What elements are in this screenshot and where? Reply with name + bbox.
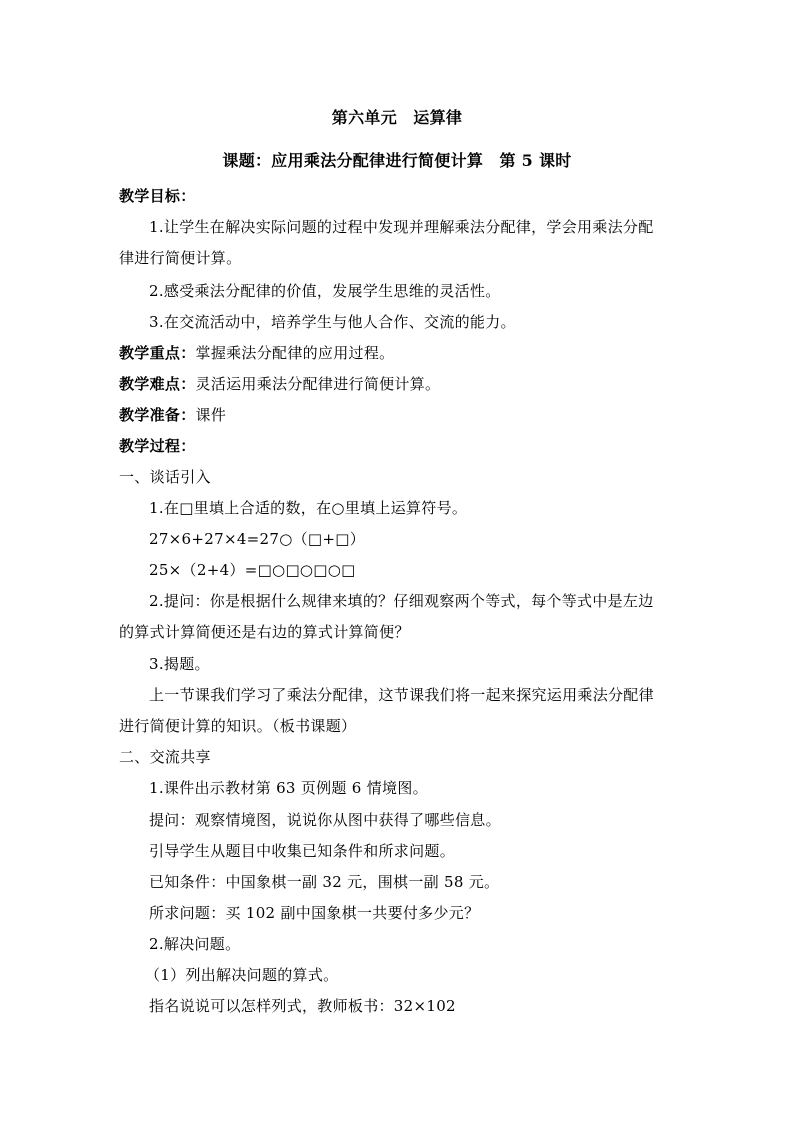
section-2-p1: 1.课件出示教材第 63 页例题 6 情境图。 [149, 779, 428, 797]
section-2-p5: 所求问题：买 102 副中国象棋一共要付多少元？ [149, 904, 480, 922]
section-2-p6: 2.解决问题。 [149, 935, 241, 953]
objective-2: 2.感受乘法分配律的价值，发展学生思维的灵活性。 [149, 282, 501, 300]
section-1-p2-line-2: 的算式计算简便还是右边的算式计算简便？ [119, 623, 410, 641]
key-point-label: 教学重点： [119, 344, 196, 362]
preparation-label: 教学准备： [119, 406, 196, 424]
section-1-heading: 一、谈话引入 [119, 468, 211, 486]
section-2-p7: （1）列出解决问题的算式。 [145, 966, 339, 984]
equation-2: 25×（2+4）=□○□○□○□ [149, 561, 356, 579]
section-1-p4-line-2: 进行简便计算的知识。（板书课题） [119, 717, 357, 735]
equation-1: 27×6+27×4=27○（□+□） [149, 530, 366, 548]
key-point [119, 343, 394, 363]
process-heading: 教学过程： [119, 437, 196, 455]
section-2-p2: 提问：观察情境图，说说你从图中获得了哪些信息。 [149, 811, 501, 829]
section-2-p3: 引导学生从题目中收集已知条件和所求问题。 [149, 842, 456, 860]
difficulty-label: 教学难点： [119, 375, 196, 393]
section-1-p4-line-1: 上一节课我们学习了乘法分配律，这节课我们将一起来探究运用乘法分配律 [149, 686, 654, 704]
section-1-p2-line-1: 2.提问：你是根据什么规律来填的？仔细观察两个等式，每个等式中是左边 [149, 592, 654, 610]
preparation [119, 405, 226, 425]
section-1-p1: 1.在□里填上合适的数，在○里填上运算符号。 [149, 499, 468, 517]
section-2-p8: 指名说说可以怎样列式，教师板书：32×102 [149, 997, 456, 1015]
section-2-heading: 二、交流共享 [119, 748, 211, 766]
unit-title: 第六单元 运算律 [331, 108, 463, 127]
lesson-title: 课题：应用乘法分配律进行简便计算 第 5 课时 [222, 151, 572, 170]
preparation-text: 课件 [195, 406, 227, 424]
objectives-heading: 教学目标： [119, 187, 196, 205]
objective-1-line-2: 律进行简便计算。 [119, 249, 242, 267]
difficulty-text: 灵活运用乘法分配律进行简便计算。 [195, 375, 441, 393]
objective-3: 3.在交流活动中，培养学生与他人合作、交流的能力。 [149, 313, 516, 331]
difficulty [119, 374, 440, 394]
section-2-p4: 已知条件：中国象棋一副 32 元，围棋一副 58 元。 [149, 873, 500, 891]
section-1-p3: 3.揭题。 [149, 655, 210, 673]
objective-1-line-1: 1.让学生在解决实际问题的过程中发现并理解乘法分配律，学会用乘法分配 [149, 218, 654, 236]
key-point-text: 掌握乘法分配律的应用过程。 [195, 344, 395, 362]
